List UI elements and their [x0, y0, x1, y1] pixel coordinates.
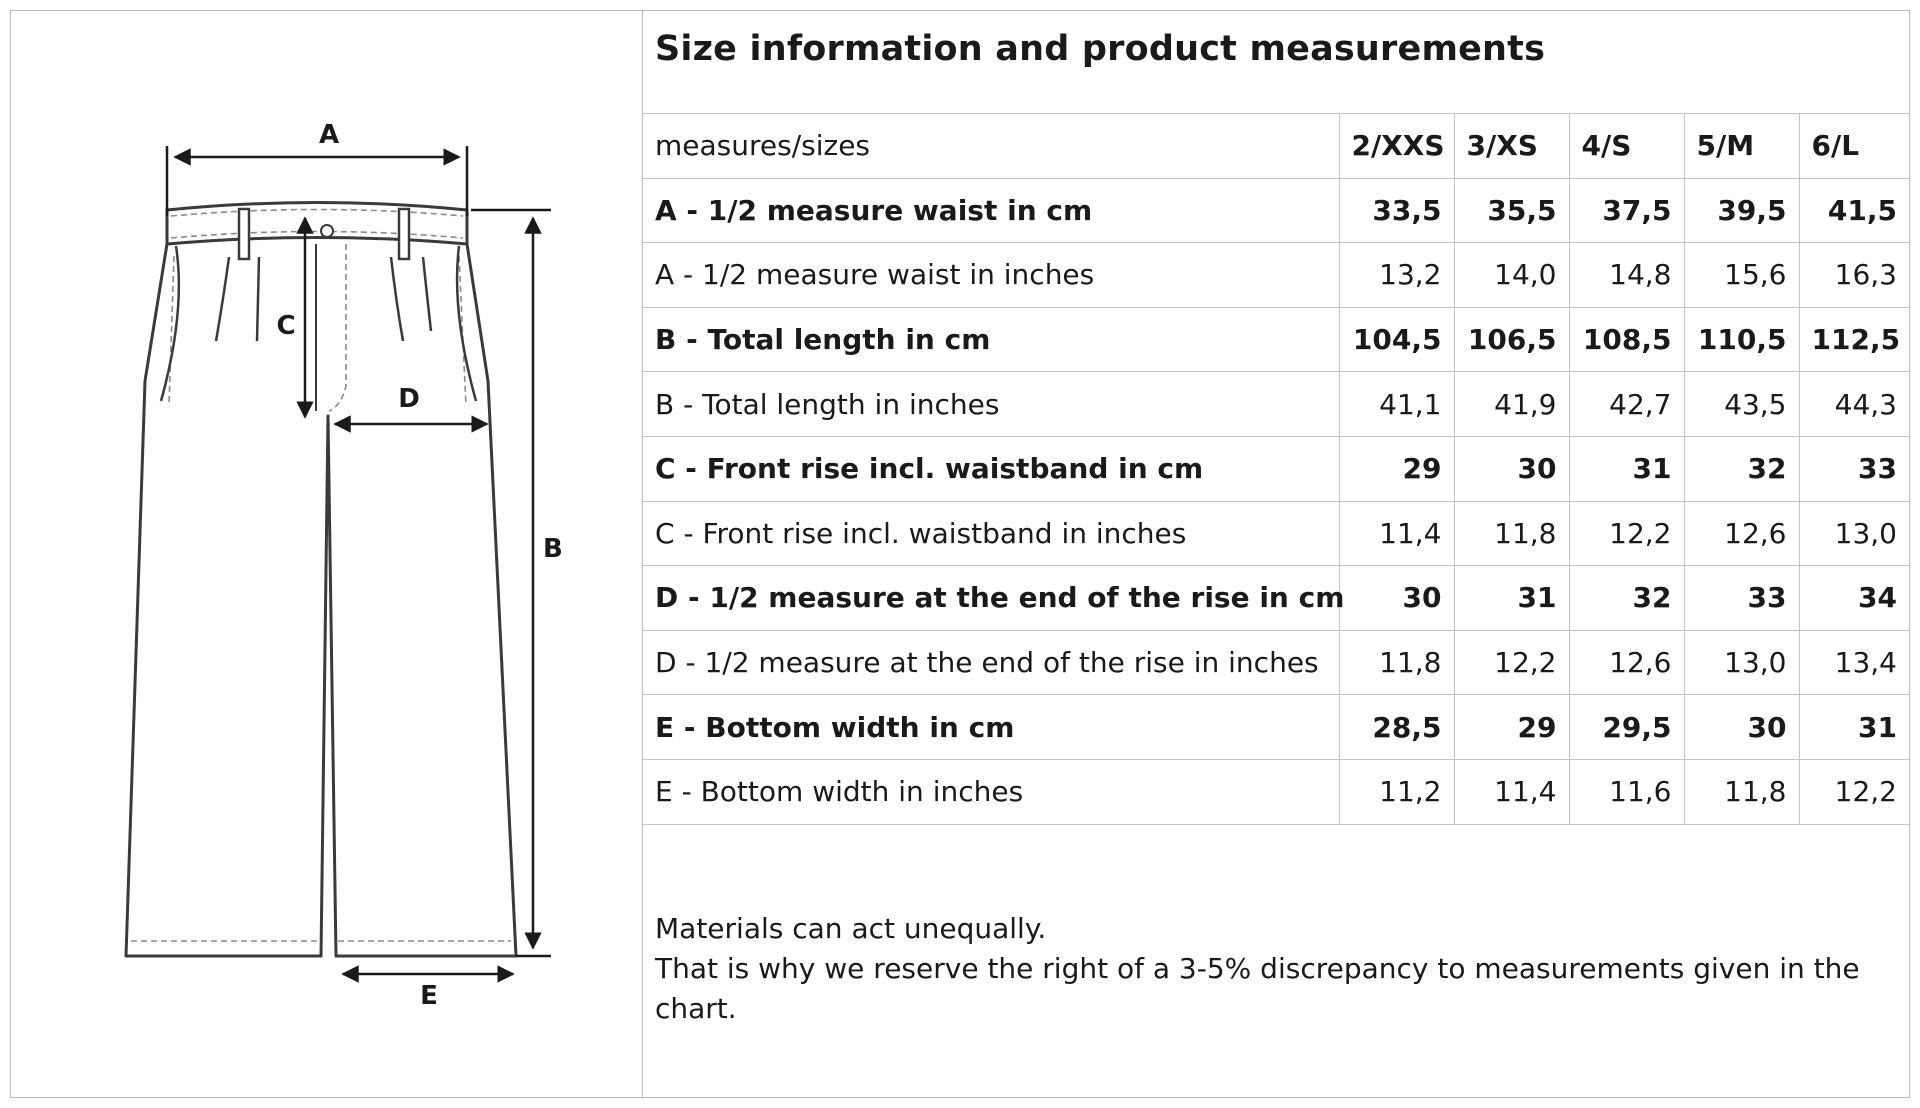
table-row — [643, 307, 1909, 372]
table-row — [643, 566, 1909, 631]
header-size-2xxs: 2/XXS — [1339, 114, 1454, 179]
cell-value: 33 — [1799, 436, 1909, 501]
cell-value: 110,5 — [1684, 307, 1799, 372]
cell-value: 14,0 — [1454, 243, 1569, 308]
cell-value: 106,5 — [1454, 307, 1569, 372]
cell-value: 11,4 — [1454, 759, 1569, 824]
page-title: Size information and product measurements — [655, 29, 1546, 69]
cell-value: 31 — [1454, 566, 1569, 631]
row-label: B - Total length in cm — [643, 307, 1339, 372]
cell-value: 44,3 — [1799, 372, 1909, 437]
row-label: D - 1/2 measure at the end of the rise in cm — [643, 566, 1339, 631]
row-label: A - 1/2 measure waist in inches — [643, 243, 1339, 308]
cell-value: 33 — [1684, 566, 1799, 631]
disclaimer-line-2: That is why we reserve the right of a 3-5% discrepancy to measurements given in the chart. — [655, 952, 1860, 1025]
cell-value: 41,9 — [1454, 372, 1569, 437]
size-chart-frame — [10, 10, 1910, 1098]
row-label: A - 1/2 measure waist in cm — [643, 178, 1339, 243]
cell-value: 42,7 — [1569, 372, 1684, 437]
cell-value: 108,5 — [1569, 307, 1684, 372]
cell-value: 11,8 — [1339, 630, 1454, 695]
dimension-lines — [167, 146, 551, 974]
cell-value: 31 — [1799, 695, 1909, 760]
cell-value: 30 — [1684, 695, 1799, 760]
header-size-4s: 4/S — [1569, 114, 1684, 179]
cell-value: 35,5 — [1454, 178, 1569, 243]
cell-value: 29 — [1454, 695, 1569, 760]
cell-value: 12,2 — [1799, 759, 1909, 824]
cell-value: 39,5 — [1684, 178, 1799, 243]
cell-value: 37,5 — [1569, 178, 1684, 243]
disclaimer-notes — [655, 909, 1895, 1029]
cell-value: 29,5 — [1569, 695, 1684, 760]
row-label: C - Front rise incl. waistband in inches — [643, 501, 1339, 566]
cell-value: 13,4 — [1799, 630, 1909, 695]
cell-value: 29 — [1339, 436, 1454, 501]
cell-value: 11,6 — [1569, 759, 1684, 824]
pockets — [161, 246, 476, 401]
table-header-row — [643, 114, 1909, 179]
row-label: D - 1/2 measure at the end of the rise in inches — [643, 630, 1339, 695]
size-table-panel — [643, 11, 1909, 1097]
cell-value: 41,1 — [1339, 372, 1454, 437]
cell-value: 43,5 — [1684, 372, 1799, 437]
table-row — [643, 372, 1909, 437]
cell-value: 34 — [1799, 566, 1909, 631]
cell-value: 13,0 — [1799, 501, 1909, 566]
dimension-b-label: B — [543, 534, 563, 564]
dimension-a-label: A — [318, 120, 340, 150]
dimension-c-label: C — [276, 311, 296, 341]
cell-value: 33,5 — [1339, 178, 1454, 243]
cell-value: 11,4 — [1339, 501, 1454, 566]
pleats — [216, 257, 431, 341]
cell-value: 12,6 — [1684, 501, 1799, 566]
pants-diagram — [11, 11, 641, 1097]
cell-value: 11,8 — [1684, 759, 1799, 824]
cell-value: 11,2 — [1339, 759, 1454, 824]
cell-value: 13,2 — [1339, 243, 1454, 308]
cell-value: 104,5 — [1339, 307, 1454, 372]
cell-value: 15,6 — [1684, 243, 1799, 308]
cell-value: 11,8 — [1454, 501, 1569, 566]
cell-value: 12,2 — [1454, 630, 1569, 695]
cell-value: 13,0 — [1684, 630, 1799, 695]
row-label: E - Bottom width in inches — [643, 759, 1339, 824]
size-table-body — [643, 114, 1909, 825]
disclaimer-line-1: Materials can act unequally. — [655, 912, 1047, 945]
header-size-6l: 6/L — [1799, 114, 1909, 179]
table-row — [643, 630, 1909, 695]
cell-value: 30 — [1454, 436, 1569, 501]
cell-value: 12,6 — [1569, 630, 1684, 695]
table-row — [643, 759, 1909, 824]
waist-button — [321, 225, 333, 237]
header-label: measures/sizes — [643, 114, 1339, 179]
dimension-d-label: D — [398, 384, 420, 414]
cell-value: 16,3 — [1799, 243, 1909, 308]
cell-value: 12,2 — [1569, 501, 1684, 566]
row-label: C - Front rise incl. waistband in cm — [643, 436, 1339, 501]
pants-outline — [126, 203, 516, 957]
table-row — [643, 178, 1909, 243]
cell-value: 41,5 — [1799, 178, 1909, 243]
dimension-e-label: E — [420, 981, 438, 1011]
size-table — [643, 113, 1909, 825]
cell-value: 112,5 — [1799, 307, 1909, 372]
cell-value: 32 — [1569, 566, 1684, 631]
cell-value: 14,8 — [1569, 243, 1684, 308]
header-size-5m: 5/M — [1684, 114, 1799, 179]
pants-diagram-panel — [11, 11, 643, 1097]
cell-value: 30 — [1339, 566, 1454, 631]
table-row — [643, 695, 1909, 760]
row-label: B - Total length in inches — [643, 372, 1339, 437]
table-row — [643, 436, 1909, 501]
cell-value: 31 — [1569, 436, 1684, 501]
table-row — [643, 501, 1909, 566]
header-size-3xs: 3/XS — [1454, 114, 1569, 179]
table-row — [643, 243, 1909, 308]
pants-details — [131, 210, 511, 942]
row-label: E - Bottom width in cm — [643, 695, 1339, 760]
cell-value: 28,5 — [1339, 695, 1454, 760]
cell-value: 32 — [1684, 436, 1799, 501]
